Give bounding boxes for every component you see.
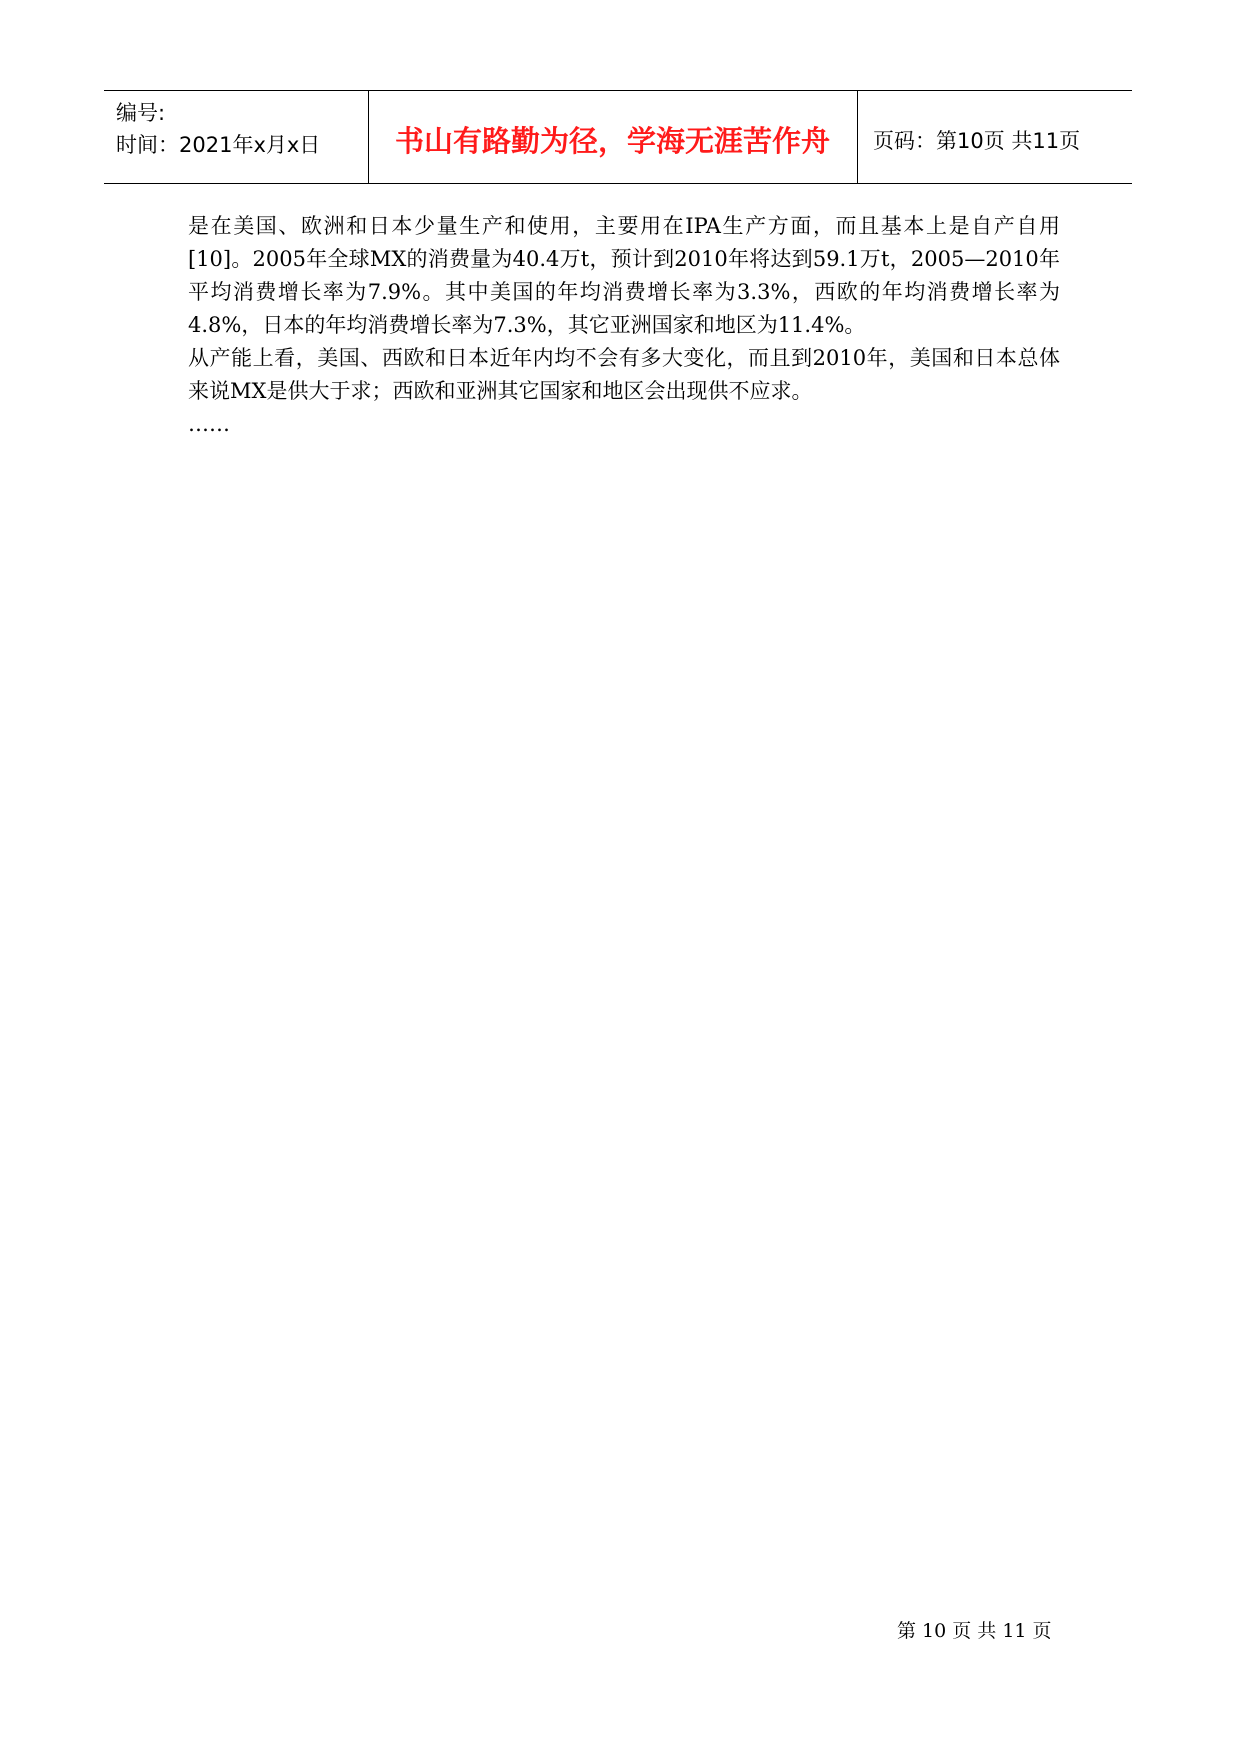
body-paragraph: 从产能上看，美国、西欧和日本近年内均不会有多大变化，而且到2010年，美国和日本总体来说MX是供大于求；西欧和亚洲其它国家和地区会出现供不应求。 [188, 346, 1060, 403]
document-number-label: 编号: [116, 101, 166, 125]
header-page-cell [857, 91, 1132, 183]
header-left-cell [104, 91, 369, 183]
date-label: 时间：2021年x月x日 [116, 133, 321, 157]
body-text [188, 210, 1060, 441]
header-motto-cell [368, 91, 858, 183]
page-footer: 第 10 页 共 11 页 [897, 1620, 1052, 1642]
header-page-info: 页码：第10页 共11页 [873, 129, 1081, 153]
page-header [104, 90, 1132, 184]
body-paragraph: 是在美国、欧洲和日本少量生产和使用，主要用在IPA生产方面，而且基本上是自产自用[10]。2005年全球MX的消费量为40.4万t，预计到2010年将达到59.1万t，2005—2010年平均消费增长率为7.9%。其中美国的年均消费增长率为3.3%，西欧的年均消费增长率为4.8%，日本的年均消费增长率为7.3%，其它亚洲国家和地区为11.4%。 [188, 214, 1060, 337]
body-paragraph: …… [188, 412, 230, 436]
header-motto: 书山有路勤为径，学海无涯苦作舟 [394, 124, 830, 158]
